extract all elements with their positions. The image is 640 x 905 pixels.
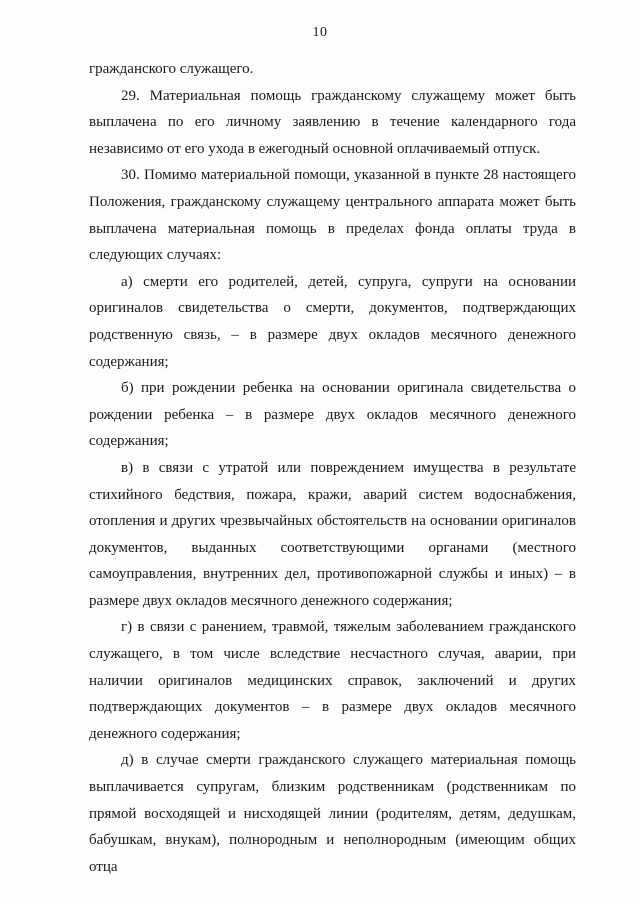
- paragraph-continuation: гражданского служащего.: [89, 61, 254, 77]
- subparagraph-v: в) в связи с утратой или повреждением имущества в результате стихийного бедствия, пожара, кражи, аварий систем водоснабжения, отопления и других чрезвычайных обстоятельств на основании оригиналов документов, выданных соответствующими органами (местного самоуправления, внутренних дел, противопожарной службы и иных) – в размере двух окладов месячного денежного содержания;: [89, 459, 576, 609]
- paragraph-30: 30. Помимо материальной помощи, указанной в пункте 28 настоящего Положения, гражданскому служащему центрального аппарата может быть выплачена материальная помощь в пределах фонда оплаты труда в следующих случаях:: [89, 167, 576, 264]
- subparagraph-g: г) в связи с ранением, травмой, тяжелым заболеванием гражданского служащего, в том числе вследствие несчастного случая, аварии, при наличии оригиналов медицинских справок, заключений и других подтверждающих документов – в размере двух окладов месячного денежного содержания;: [89, 619, 576, 742]
- subparagraph-d: д) в случае смерти гражданского служащего материальная помощь выплачивается супругам, близким родственникам (родственникам по прямой восходящей и нисходящей линии (родителям, детям, дедушкам, бабушкам, внукам), полнородным и неполнородным (имеющим общих отца: [89, 752, 576, 875]
- document-body: [89, 56, 576, 880]
- subparagraph-b: б) при рождении ребенка на основании оригинала свидетельства о рождении ребенка – в размере двух окладов месячного денежного содержания;: [89, 380, 576, 450]
- paragraph-29: 29. Материальная помощь гражданскому служащему может быть выплачена по его личному заявлению в течение календарного года независимо от его ухода в ежегодный основной оплачиваемый отпуск.: [89, 87, 576, 157]
- subparagraph-a: а) смерти его родителей, детей, супруга, супруги на основании оригиналов свидетельства о смерти, документов, подтверждающих родственную связь, – в размере двух окладов месячного денежного содержания;: [89, 273, 576, 370]
- page-number: 10: [312, 25, 328, 40]
